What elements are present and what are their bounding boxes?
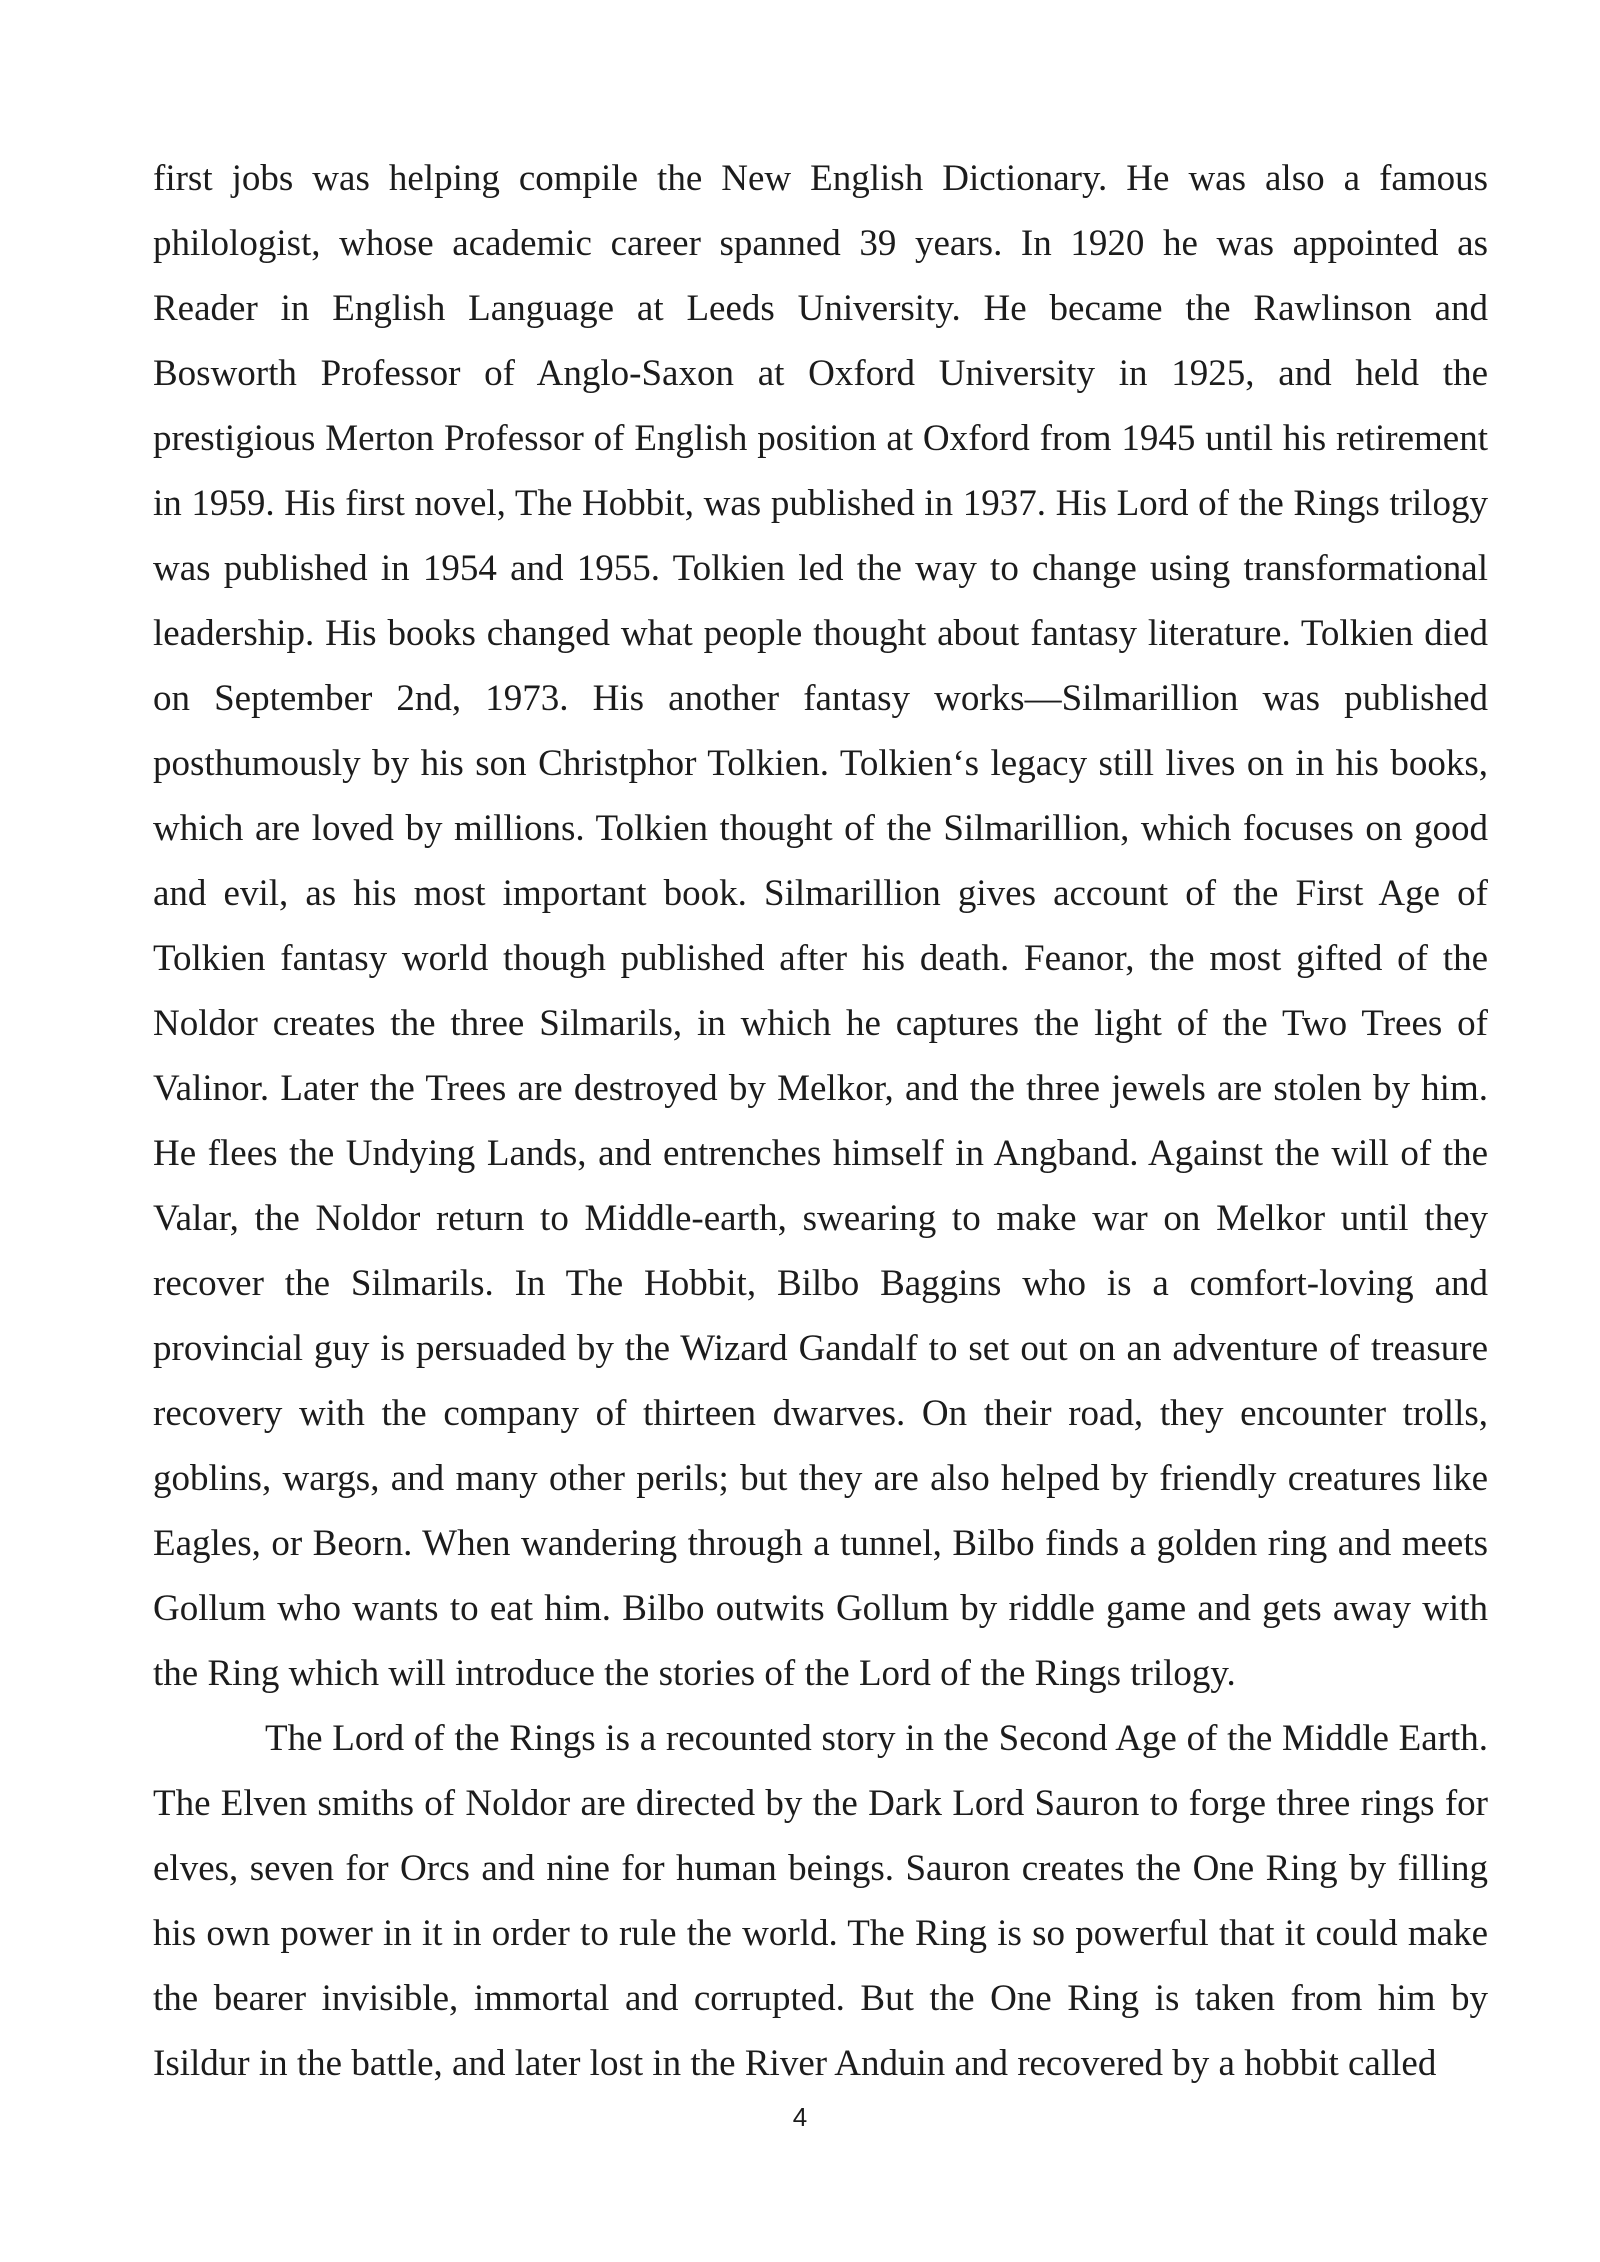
paragraph-2: The Lord of the Rings is a recounted story in the Second Age of the Middle Earth. The Elven smiths of Noldor are directed by the Dark Lord Sauron to forge three rings for elves, seven for Orcs and nine for human beings. Sauron creates the One Ring by filling his own power in it in order to rule the world. The Ring is so powerful that it could make the bearer invisible, immortal and corrupted. But the One Ring is taken from him by Isildur in the battle, and later lost in the River Anduin and recovered by a hobbit called	[153, 1718, 1488, 2084]
body-text	[153, 146, 1488, 2096]
page-number: 4	[792, 2102, 808, 2132]
paragraph-1: first jobs was helping compile the New English Dictionary. He was also a famous philologist, whose academic career spanned 39 years. In 1920 he was appointed as Reader in English Language at Leeds University. He became the Rawlinson and Bosworth Professor of Anglo-Saxon at Oxford University in 1925, and held the prestigious Merton Professor of English position at Oxford from 1945 until his retirement in 1959. His first novel, The Hobbit, was published in 1937. His Lord of the Rings trilogy was published in 1954 and 1955. Tolkien led the way to change using transformational leadership. His books changed what people thought about fantasy literature. Tolkien died on September 2nd, 1973. His another fantasy works—Silmarillion was published posthumously by his son Christphor Tolkien. Tolkien‘s legacy still lives on in his books, which are loved by millions. Tolkien thought of the Silmarillion, which focuses on good and evil, as his most important book. Silmarillion gives account of the First Age of Tolkien fantasy world though published after his death. Feanor, the most gifted of the Noldor creates the three Silmarils, in which he captures the light of the Two Trees of Valinor. Later the Trees are destroyed by Melkor, and the three jewels are stolen by him. He flees the Undying Lands, and entrenches himself in Angband. Against the will of the Valar, the Noldor return to Middle-earth, swearing to make war on Melkor until they recover the Silmarils. In The Hobbit, Bilbo Baggins who is a comfort-loving and provincial guy is persuaded by the Wizard Gandalf to set out on an adventure of treasure recovery with the company of thirteen dwarves. On their road, they encounter trolls, goblins, wargs, and many other perils; but they are also helped by friendly creatures like Eagles, or Beorn. When wandering through a tunnel, Bilbo finds a golden ring and meets Gollum who wants to eat him. Bilbo outwits Gollum by riddle game and gets away with the Ring which will introduce the stories of the Lord of the Rings trilogy.	[153, 158, 1488, 1694]
